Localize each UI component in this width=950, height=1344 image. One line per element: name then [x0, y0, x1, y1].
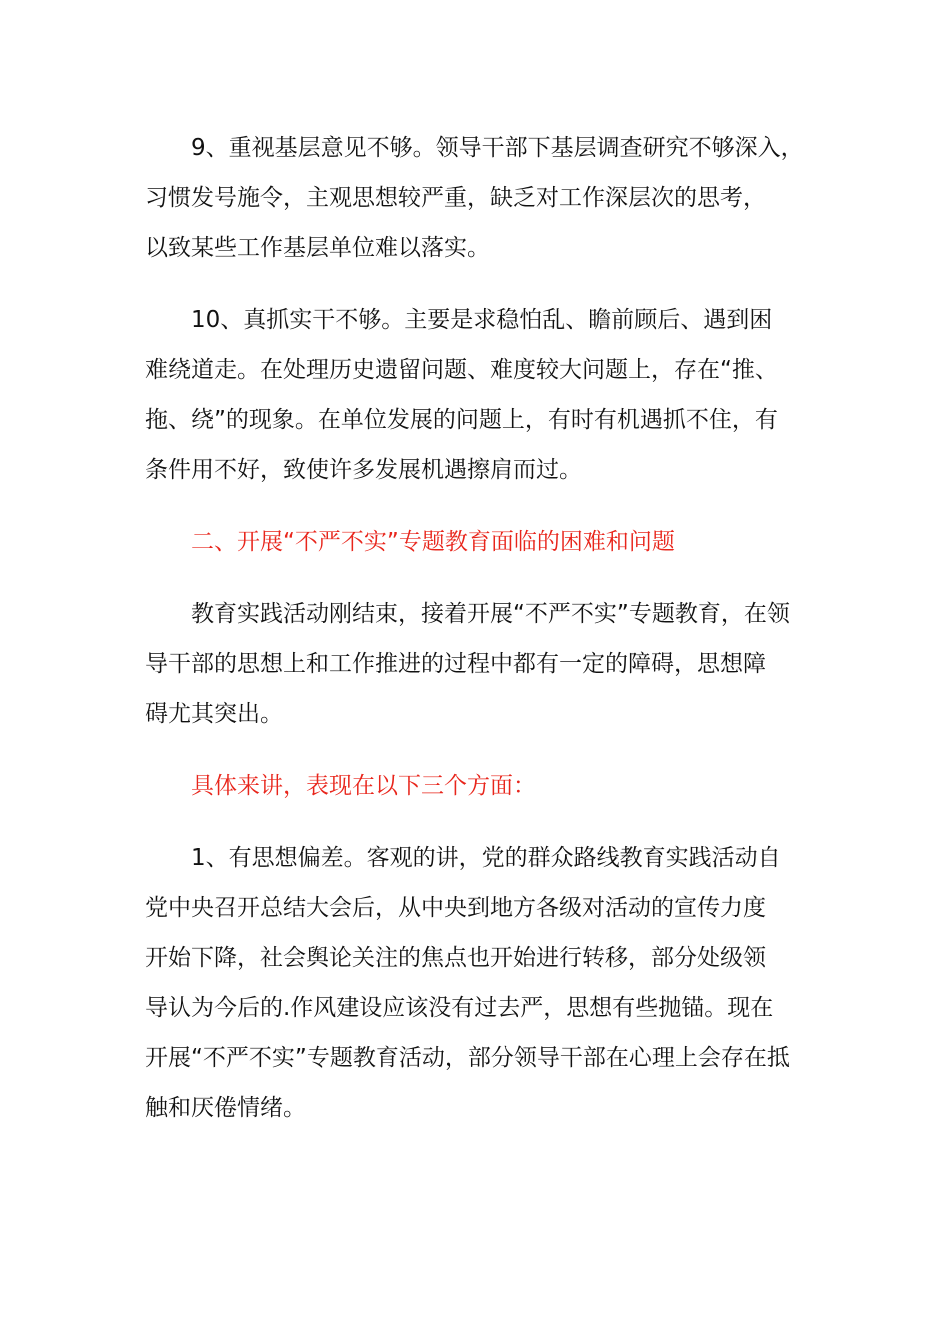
paragraph-spacer — [145, 811, 813, 833]
text-line: 以致某些工作基层单位难以落实。 — [145, 235, 490, 261]
paragraph-item-9 — [145, 123, 813, 273]
text-line: 9、重视基层意见不够。领导干部下基层调查研究不够深入， — [191, 135, 804, 161]
sub-heading — [145, 761, 813, 811]
paragraph-spacer — [145, 567, 813, 589]
text-line: 习惯发号施令，主观思想较严重，缺乏对工作深层次的思考， — [145, 185, 766, 211]
text-line: 教育实践活动刚结束，接着开展“不严不实”专题教育，在领 — [191, 601, 790, 627]
heading-line: 二、开展“不严不实”专题教育面临的困难和问题 — [191, 529, 675, 555]
text-line: 10、真抓实干不够。主要是求稳怕乱、瞻前顾后、遇到困 — [191, 307, 773, 333]
text-line: 1、有思想偏差。客观的讲，党的群众路线教育实践活动自 — [191, 845, 781, 871]
paragraph-spacer — [145, 739, 813, 761]
section-heading — [145, 517, 813, 567]
paragraph-item-10 — [145, 295, 813, 495]
paragraph-spacer — [145, 495, 813, 517]
text-line: 拖、绕”的现象。在单位发展的问题上，有时有机遇抓不住，有 — [145, 407, 778, 433]
text-line: 难绕道走。在处理历史遗留问题、难度较大问题上，存在“推、 — [145, 357, 778, 383]
paragraph-item-1 — [145, 833, 813, 1133]
paragraph-intro — [145, 589, 813, 739]
text-line: 党中央召开总结大会后，从中央到地方各级对活动的宣传力度 — [145, 895, 766, 921]
text-line: 条件用不好，致使许多发展机遇擦肩而过。 — [145, 457, 582, 483]
heading-line: 具体来讲，表现在以下三个方面： — [191, 773, 536, 799]
text-line: 导认为今后的.作风建设应该没有过去严，思想有些抛锚。现在 — [145, 995, 774, 1021]
text-line: 开始下降，社会舆论关注的焦点也开始进行转移，部分处级领 — [145, 945, 766, 971]
text-line: 导干部的思想上和工作推进的过程中都有一定的障碍，思想障 — [145, 651, 766, 677]
text-line: 触和厌倦情绪。 — [145, 1095, 306, 1121]
text-line: 碍尤其突出。 — [145, 701, 283, 727]
document-page — [145, 123, 813, 1133]
text-line: 开展“不严不实”专题教育活动，部分领导干部在心理上会存在抵 — [145, 1045, 790, 1071]
paragraph-spacer — [145, 273, 813, 295]
